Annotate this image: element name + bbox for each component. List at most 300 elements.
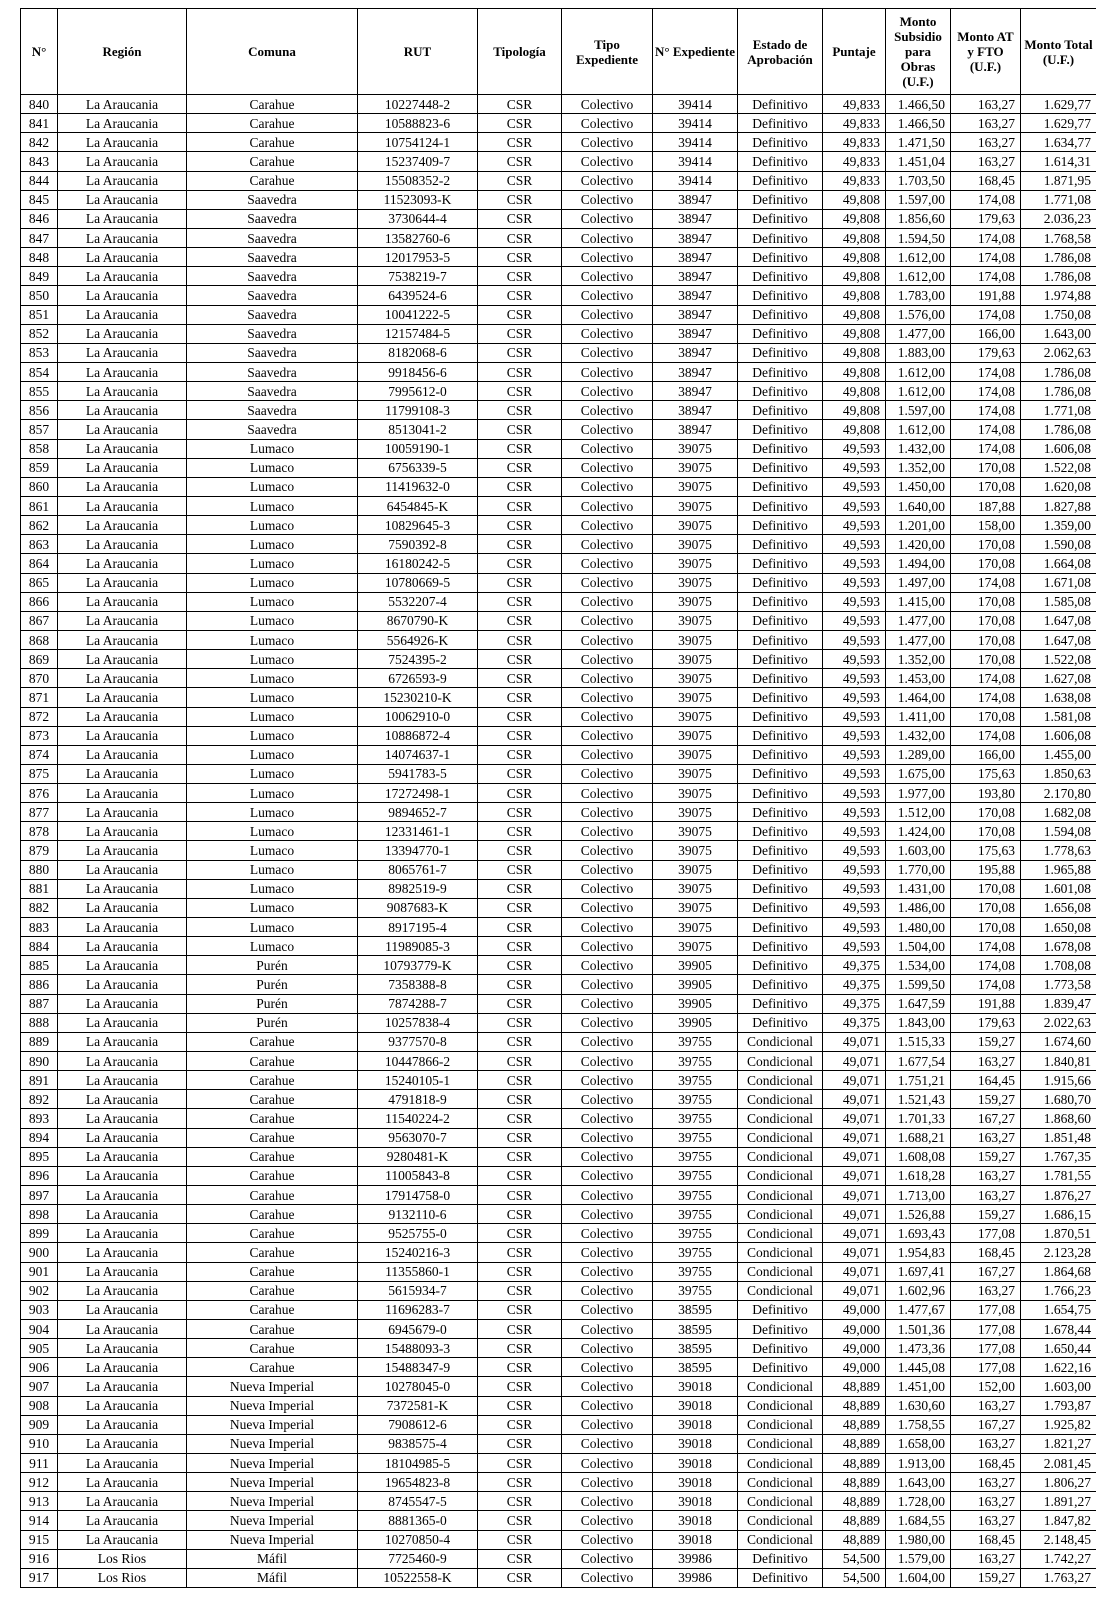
rut-cell: 9894652-7 [358, 803, 478, 822]
table-body [21, 95, 1096, 1588]
monto-at-fto-cell: 174,08 [951, 688, 1021, 707]
rut-cell: 10522558-K [358, 1568, 478, 1587]
comuna-cell: Lumaco [187, 803, 358, 822]
rut-cell: 9563070-7 [358, 1128, 478, 1147]
expediente-number-cell: 39755 [653, 1052, 738, 1071]
table-row [21, 918, 1096, 937]
estado-cell: Definitivo [738, 1300, 823, 1319]
region-cell: La Araucania [58, 1243, 187, 1262]
monto-total-cell: 1.585,08 [1021, 592, 1096, 611]
tipo-expediente-cell: Colectivo [562, 573, 653, 592]
puntaje-cell: 49,808 [823, 267, 886, 286]
region-cell: La Araucania [58, 688, 187, 707]
table-row [21, 228, 1096, 247]
table-row [21, 1224, 1096, 1243]
row-number: 889 [21, 1032, 58, 1051]
tipologia-cell: CSR [478, 458, 562, 477]
tipo-expediente-cell: Colectivo [562, 209, 653, 228]
rut-cell: 8065761-7 [358, 860, 478, 879]
tipologia-cell: CSR [478, 324, 562, 343]
tipologia-cell: CSR [478, 1358, 562, 1377]
estado-cell: Definitivo [738, 95, 823, 114]
table-row [21, 688, 1096, 707]
row-number: 853 [21, 343, 58, 362]
monto-at-fto-cell: 174,08 [951, 267, 1021, 286]
row-number: 840 [21, 95, 58, 114]
comuna-cell: Carahue [187, 1262, 358, 1281]
tipo-expediente-cell: Colectivo [562, 439, 653, 458]
puntaje-cell: 49,808 [823, 228, 886, 247]
table-row [21, 726, 1096, 745]
tipo-expediente-cell: Colectivo [562, 1147, 653, 1166]
tipo-expediente-cell: Colectivo [562, 688, 653, 707]
monto-at-fto-cell: 164,45 [951, 1071, 1021, 1090]
monto-subsidio-cell: 1.703,50 [886, 171, 951, 190]
monto-subsidio-cell: 1.486,00 [886, 898, 951, 917]
monto-at-fto-cell: 170,08 [951, 458, 1021, 477]
comuna-cell: Lumaco [187, 535, 358, 554]
expediente-number-cell: 39075 [653, 784, 738, 803]
table-row [21, 592, 1096, 611]
monto-at-fto-cell: 179,63 [951, 1013, 1021, 1032]
monto-at-fto-cell: 191,88 [951, 286, 1021, 305]
monto-at-fto-cell: 174,08 [951, 248, 1021, 267]
monto-at-fto-cell: 166,00 [951, 745, 1021, 764]
puntaje-cell: 49,808 [823, 248, 886, 267]
monto-subsidio-cell: 1.201,00 [886, 516, 951, 535]
expediente-number-cell: 39075 [653, 937, 738, 956]
table-row [21, 133, 1096, 152]
table-row [21, 152, 1096, 171]
puntaje-cell: 49,071 [823, 1128, 886, 1147]
puntaje-cell: 49,808 [823, 362, 886, 381]
puntaje-cell: 49,808 [823, 286, 886, 305]
tipo-expediente-cell: Colectivo [562, 994, 653, 1013]
monto-total-cell: 1.627,08 [1021, 669, 1096, 688]
estado-cell: Definitivo [738, 248, 823, 267]
rut-cell: 11799108-3 [358, 401, 478, 420]
expediente-number-cell: 39075 [653, 496, 738, 515]
monto-subsidio-cell: 1.466,50 [886, 95, 951, 114]
tipo-expediente-cell: Colectivo [562, 745, 653, 764]
tipologia-cell: CSR [478, 554, 562, 573]
monto-at-fto-cell: 187,88 [951, 496, 1021, 515]
monto-subsidio-cell: 1.604,00 [886, 1568, 951, 1587]
row-number: 852 [21, 324, 58, 343]
rut-cell: 15488093-3 [358, 1339, 478, 1358]
monto-total-cell: 1.821,27 [1021, 1434, 1096, 1453]
tipo-expediente-cell: Colectivo [562, 1128, 653, 1147]
monto-total-cell: 1.864,68 [1021, 1262, 1096, 1281]
tipo-expediente-cell: Colectivo [562, 477, 653, 496]
monto-total-cell: 1.763,27 [1021, 1568, 1096, 1587]
tipo-expediente-cell: Colectivo [562, 1511, 653, 1530]
monto-total-cell: 1.840,81 [1021, 1052, 1096, 1071]
monto-subsidio-cell: 1.688,21 [886, 1128, 951, 1147]
monto-subsidio-cell: 1.856,60 [886, 209, 951, 228]
tipologia-cell: CSR [478, 152, 562, 171]
monto-total-cell: 1.629,77 [1021, 95, 1096, 114]
rut-cell: 10257838-4 [358, 1013, 478, 1032]
table-row [21, 401, 1096, 420]
estado-cell: Condicional [738, 1377, 823, 1396]
monto-total-cell: 1.773,58 [1021, 975, 1096, 994]
table-row [21, 1549, 1096, 1568]
rut-cell: 11523093-K [358, 190, 478, 209]
table-row [21, 1262, 1096, 1281]
estado-cell: Definitivo [738, 477, 823, 496]
puntaje-cell: 48,889 [823, 1511, 886, 1530]
puntaje-cell: 49,593 [823, 784, 886, 803]
region-cell: La Araucania [58, 1453, 187, 1472]
puntaje-cell: 49,593 [823, 535, 886, 554]
rut-cell: 6726593-9 [358, 669, 478, 688]
row-number: 884 [21, 937, 58, 956]
rut-cell: 9838575-4 [358, 1434, 478, 1453]
table-row [21, 630, 1096, 649]
tipologia-cell: CSR [478, 401, 562, 420]
tipo-expediente-cell: Colectivo [562, 1224, 653, 1243]
tipologia-cell: CSR [478, 343, 562, 362]
comuna-cell: Carahue [187, 133, 358, 152]
expediente-number-cell: 38947 [653, 286, 738, 305]
comuna-cell: Saavedra [187, 305, 358, 324]
row-number: 858 [21, 439, 58, 458]
tipo-expediente-cell: Colectivo [562, 1434, 653, 1453]
tipo-expediente-cell: Colectivo [562, 1281, 653, 1300]
estado-cell: Definitivo [738, 305, 823, 324]
monto-subsidio-cell: 1.597,00 [886, 190, 951, 209]
rut-cell: 10886872-4 [358, 726, 478, 745]
comuna-cell: Nueva Imperial [187, 1473, 358, 1492]
monto-subsidio-cell: 1.783,00 [886, 286, 951, 305]
monto-at-fto-cell: 167,27 [951, 1109, 1021, 1128]
monto-subsidio-cell: 1.701,33 [886, 1109, 951, 1128]
monto-subsidio-cell: 1.451,00 [886, 1377, 951, 1396]
tipo-expediente-cell: Colectivo [562, 822, 653, 841]
region-cell: La Araucania [58, 860, 187, 879]
row-number: 849 [21, 267, 58, 286]
rut-cell: 10780669-5 [358, 573, 478, 592]
table-row [21, 1166, 1096, 1185]
puntaje-cell: 49,593 [823, 669, 886, 688]
monto-at-fto-cell: 170,08 [951, 707, 1021, 726]
tipo-expediente-cell: Colectivo [562, 764, 653, 783]
row-number: 841 [21, 114, 58, 133]
table-row [21, 1530, 1096, 1549]
tipologia-cell: CSR [478, 822, 562, 841]
row-number: 859 [21, 458, 58, 477]
monto-subsidio-cell: 1.480,00 [886, 918, 951, 937]
puntaje-cell: 49,593 [823, 611, 886, 630]
table-row [21, 879, 1096, 898]
rut-cell: 10062910-0 [358, 707, 478, 726]
region-cell: La Araucania [58, 1052, 187, 1071]
expediente-number-cell: 39414 [653, 171, 738, 190]
tipologia-cell: CSR [478, 248, 562, 267]
comuna-cell: Lumaco [187, 879, 358, 898]
region-cell: La Araucania [58, 209, 187, 228]
monto-total-cell: 1.778,63 [1021, 841, 1096, 860]
comuna-cell: Lumaco [187, 707, 358, 726]
monto-at-fto-cell: 159,27 [951, 1205, 1021, 1224]
tipo-expediente-cell: Colectivo [562, 516, 653, 535]
tipo-expediente-cell: Colectivo [562, 803, 653, 822]
expediente-number-cell: 39075 [653, 669, 738, 688]
tipologia-cell: CSR [478, 764, 562, 783]
puntaje-cell: 49,593 [823, 516, 886, 535]
monto-at-fto-cell: 163,27 [951, 133, 1021, 152]
comuna-cell: Carahue [187, 1320, 358, 1339]
tipo-expediente-cell: Colectivo [562, 1205, 653, 1224]
monto-subsidio-cell: 1.477,00 [886, 324, 951, 343]
comuna-cell: Saavedra [187, 228, 358, 247]
table-row [21, 554, 1096, 573]
tipo-expediente-cell: Colectivo [562, 1473, 653, 1492]
tipo-expediente-cell: Colectivo [562, 1530, 653, 1549]
rut-cell: 5615934-7 [358, 1281, 478, 1300]
expediente-number-cell: 39075 [653, 726, 738, 745]
table-row [21, 956, 1096, 975]
region-cell: La Araucania [58, 554, 187, 573]
comuna-cell: Nueva Imperial [187, 1415, 358, 1434]
row-number: 913 [21, 1492, 58, 1511]
tipologia-cell: CSR [478, 1281, 562, 1300]
rut-cell: 6439524-6 [358, 286, 478, 305]
monto-at-fto-cell: 163,27 [951, 1396, 1021, 1415]
region-cell: La Araucania [58, 362, 187, 381]
tipo-expediente-cell: Colectivo [562, 554, 653, 573]
tipologia-cell: CSR [478, 707, 562, 726]
puntaje-cell: 49,593 [823, 554, 886, 573]
col-region-header: Región [58, 9, 187, 95]
table-row [21, 764, 1096, 783]
rut-cell: 9132110-6 [358, 1205, 478, 1224]
row-number: 904 [21, 1320, 58, 1339]
region-cell: La Araucania [58, 956, 187, 975]
puntaje-cell: 49,071 [823, 1262, 886, 1281]
region-cell: La Araucania [58, 152, 187, 171]
puntaje-cell: 49,808 [823, 401, 886, 420]
monto-total-cell: 1.974,88 [1021, 286, 1096, 305]
rut-cell: 11005843-8 [358, 1166, 478, 1185]
expediente-number-cell: 38947 [653, 209, 738, 228]
comuna-cell: Carahue [187, 1243, 358, 1262]
monto-at-fto-cell: 167,27 [951, 1262, 1021, 1281]
estado-cell: Definitivo [738, 209, 823, 228]
region-cell: La Araucania [58, 305, 187, 324]
monto-total-cell: 1.678,44 [1021, 1320, 1096, 1339]
row-number: 861 [21, 496, 58, 515]
monto-subsidio-cell: 1.612,00 [886, 362, 951, 381]
monto-subsidio-cell: 1.597,00 [886, 401, 951, 420]
expediente-number-cell: 39018 [653, 1415, 738, 1434]
table-row [21, 248, 1096, 267]
puntaje-cell: 49,593 [823, 496, 886, 515]
estado-cell: Definitivo [738, 803, 823, 822]
monto-subsidio-cell: 1.608,08 [886, 1147, 951, 1166]
tipologia-cell: CSR [478, 95, 562, 114]
expediente-number-cell: 38947 [653, 267, 738, 286]
monto-at-fto-cell: 163,27 [951, 95, 1021, 114]
tipologia-cell: CSR [478, 975, 562, 994]
tipologia-cell: CSR [478, 535, 562, 554]
tipo-expediente-cell: Colectivo [562, 95, 653, 114]
monto-subsidio-cell: 1.515,33 [886, 1032, 951, 1051]
row-number: 902 [21, 1281, 58, 1300]
puntaje-cell: 49,833 [823, 171, 886, 190]
monto-at-fto-cell: 163,27 [951, 1186, 1021, 1205]
comuna-cell: Lumaco [187, 477, 358, 496]
region-cell: La Araucania [58, 382, 187, 401]
expediente-number-cell: 39755 [653, 1205, 738, 1224]
tipologia-cell: CSR [478, 956, 562, 975]
tipologia-cell: CSR [478, 382, 562, 401]
monto-total-cell: 1.806,27 [1021, 1473, 1096, 1492]
tipologia-cell: CSR [478, 477, 562, 496]
puntaje-cell: 49,808 [823, 190, 886, 209]
subsidy-table [20, 8, 1096, 1588]
comuna-cell: Purén [187, 975, 358, 994]
monto-at-fto-cell: 170,08 [951, 650, 1021, 669]
row-number: 871 [21, 688, 58, 707]
rut-cell: 6454845-K [358, 496, 478, 515]
region-cell: La Araucania [58, 535, 187, 554]
puntaje-cell: 49,593 [823, 458, 886, 477]
monto-subsidio-cell: 1.477,00 [886, 611, 951, 630]
estado-cell: Definitivo [738, 324, 823, 343]
monto-subsidio-cell: 1.521,43 [886, 1090, 951, 1109]
monto-subsidio-cell: 1.579,00 [886, 1549, 951, 1568]
monto-subsidio-cell: 1.512,00 [886, 803, 951, 822]
monto-total-cell: 1.876,27 [1021, 1186, 1096, 1205]
tipo-expediente-cell: Colectivo [562, 1492, 653, 1511]
monto-total-cell: 1.786,08 [1021, 420, 1096, 439]
monto-subsidio-cell: 1.640,00 [886, 496, 951, 515]
row-number: 869 [21, 650, 58, 669]
puntaje-cell: 49,593 [823, 688, 886, 707]
expediente-number-cell: 39075 [653, 707, 738, 726]
row-number: 887 [21, 994, 58, 1013]
monto-total-cell: 1.786,08 [1021, 267, 1096, 286]
table-row [21, 1052, 1096, 1071]
tipologia-cell: CSR [478, 171, 562, 190]
monto-at-fto-cell: 163,27 [951, 152, 1021, 171]
row-number: 876 [21, 784, 58, 803]
region-cell: La Araucania [58, 630, 187, 649]
rut-cell: 12157484-5 [358, 324, 478, 343]
comuna-cell: Carahue [187, 114, 358, 133]
rut-cell: 7874288-7 [358, 994, 478, 1013]
table-row [21, 1090, 1096, 1109]
row-number: 912 [21, 1473, 58, 1492]
comuna-cell: Lumaco [187, 764, 358, 783]
expediente-number-cell: 38947 [653, 190, 738, 209]
puntaje-cell: 49,593 [823, 764, 886, 783]
monto-at-fto-cell: 170,08 [951, 803, 1021, 822]
rut-cell: 14074637-1 [358, 745, 478, 764]
row-number: 886 [21, 975, 58, 994]
region-cell: La Araucania [58, 228, 187, 247]
row-number: 903 [21, 1300, 58, 1319]
rut-cell: 15240105-1 [358, 1071, 478, 1090]
monto-subsidio-cell: 1.497,00 [886, 573, 951, 592]
monto-at-fto-cell: 174,08 [951, 669, 1021, 688]
tipologia-cell: CSR [478, 1186, 562, 1205]
rut-cell: 9525755-0 [358, 1224, 478, 1243]
expediente-number-cell: 38595 [653, 1339, 738, 1358]
puntaje-cell: 49,593 [823, 707, 886, 726]
tipo-expediente-cell: Colectivo [562, 611, 653, 630]
comuna-cell: Lumaco [187, 860, 358, 879]
puntaje-cell: 49,808 [823, 209, 886, 228]
table-row [21, 975, 1096, 994]
expediente-number-cell: 39075 [653, 688, 738, 707]
puntaje-cell: 49,593 [823, 937, 886, 956]
monto-at-fto-cell: 177,08 [951, 1358, 1021, 1377]
col-estado-aprobacion-header: Estado de Aprobación [738, 9, 823, 95]
tipologia-cell: CSR [478, 898, 562, 917]
monto-at-fto-cell: 159,27 [951, 1090, 1021, 1109]
row-number: 863 [21, 535, 58, 554]
puntaje-cell: 49,808 [823, 343, 886, 362]
tipologia-cell: CSR [478, 1320, 562, 1339]
monto-total-cell: 1.781,55 [1021, 1166, 1096, 1185]
expediente-number-cell: 39075 [653, 764, 738, 783]
monto-subsidio-cell: 1.594,50 [886, 228, 951, 247]
tipologia-cell: CSR [478, 1262, 562, 1281]
monto-subsidio-cell: 1.630,60 [886, 1396, 951, 1415]
region-cell: La Araucania [58, 841, 187, 860]
row-number: 892 [21, 1090, 58, 1109]
comuna-cell: Saavedra [187, 286, 358, 305]
monto-total-cell: 1.629,77 [1021, 114, 1096, 133]
expediente-number-cell: 39075 [653, 860, 738, 879]
tipologia-cell: CSR [478, 496, 562, 515]
region-cell: La Araucania [58, 1320, 187, 1339]
monto-subsidio-cell: 1.913,00 [886, 1453, 951, 1472]
tipologia-cell: CSR [478, 133, 562, 152]
puntaje-cell: 49,071 [823, 1090, 886, 1109]
monto-total-cell: 1.768,58 [1021, 228, 1096, 247]
row-number: 873 [21, 726, 58, 745]
monto-at-fto-cell: 175,63 [951, 841, 1021, 860]
comuna-cell: Nueva Imperial [187, 1377, 358, 1396]
puntaje-cell: 48,889 [823, 1492, 886, 1511]
tipologia-cell: CSR [478, 1224, 562, 1243]
puntaje-cell: 49,071 [823, 1032, 886, 1051]
table-row [21, 1511, 1096, 1530]
estado-cell: Definitivo [738, 496, 823, 515]
row-number: 882 [21, 898, 58, 917]
tipologia-cell: CSR [478, 650, 562, 669]
monto-subsidio-cell: 1.697,41 [886, 1262, 951, 1281]
estado-cell: Condicional [738, 1052, 823, 1071]
comuna-cell: Máfil [187, 1549, 358, 1568]
region-cell: La Araucania [58, 784, 187, 803]
table-row [21, 171, 1096, 190]
table-row [21, 669, 1096, 688]
tipo-expediente-cell: Colectivo [562, 1300, 653, 1319]
rut-cell: 17914758-0 [358, 1186, 478, 1205]
monto-subsidio-cell: 1.612,00 [886, 248, 951, 267]
estado-cell: Definitivo [738, 879, 823, 898]
row-number: 901 [21, 1262, 58, 1281]
tipologia-cell: CSR [478, 1109, 562, 1128]
expediente-number-cell: 39414 [653, 95, 738, 114]
tipologia-cell: CSR [478, 1071, 562, 1090]
row-number: 907 [21, 1377, 58, 1396]
